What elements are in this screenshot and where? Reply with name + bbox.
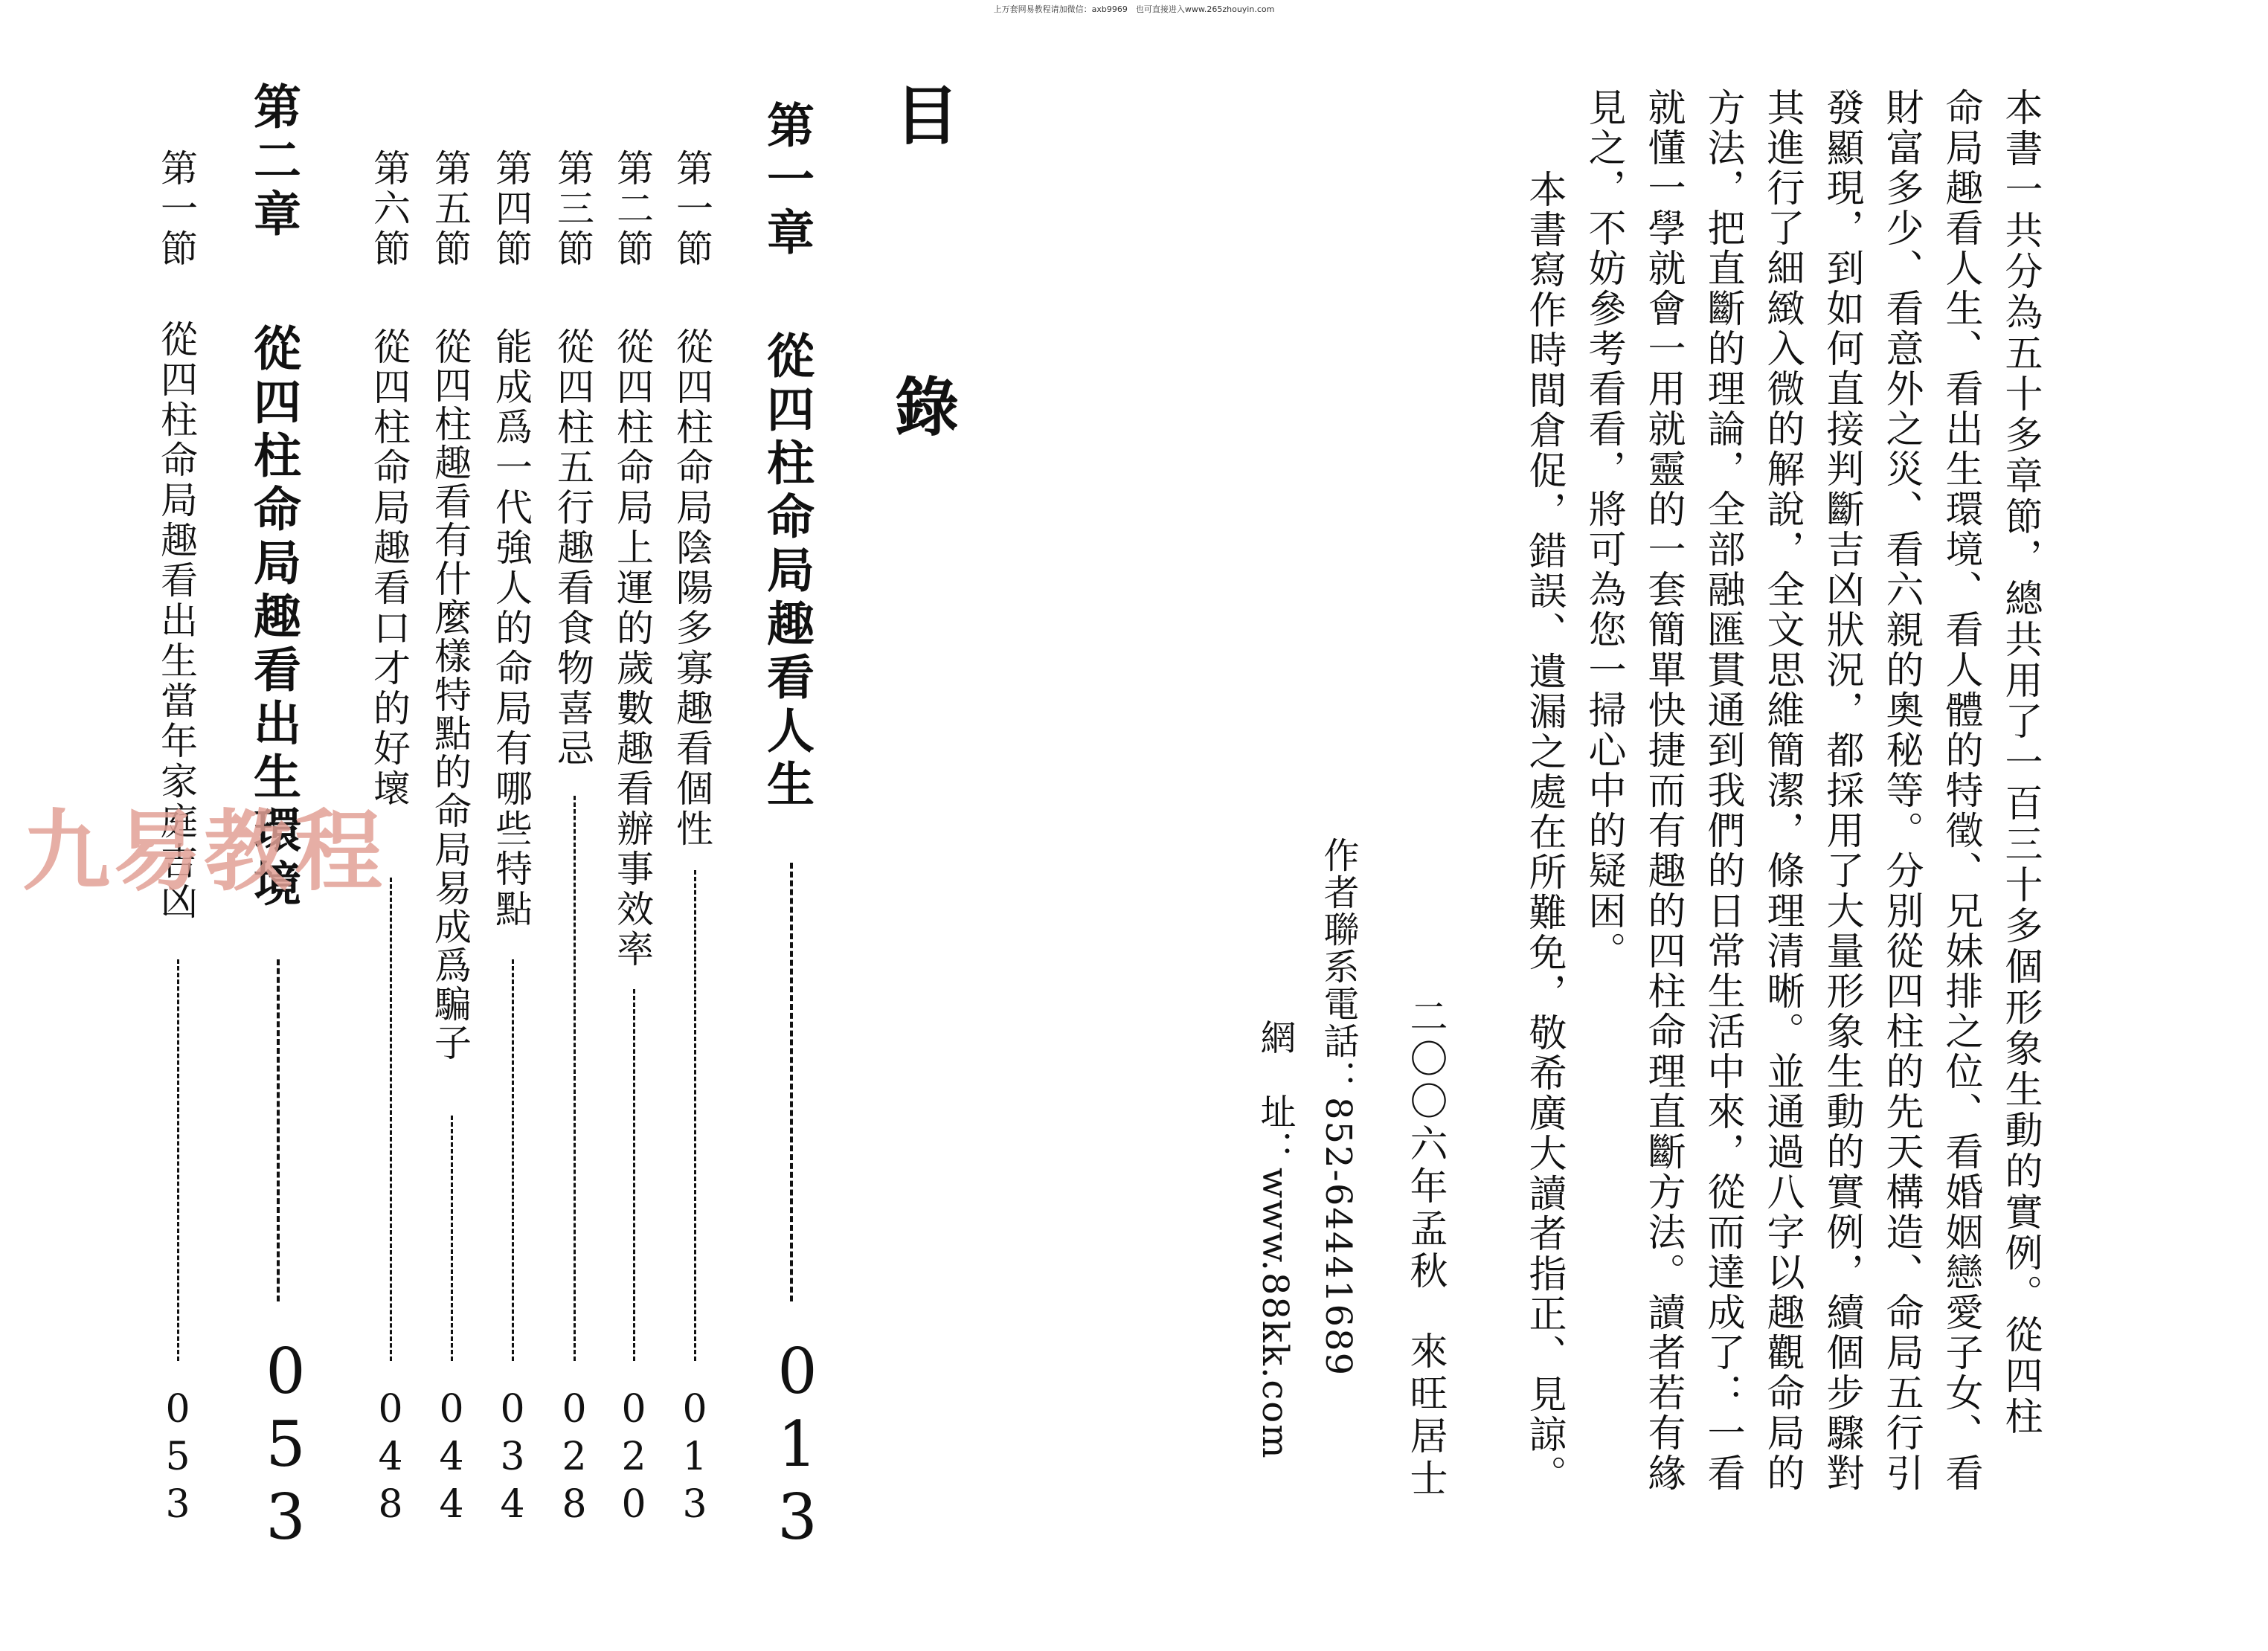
toc-section-1-3-leader — [574, 796, 576, 1361]
toc-section-1-5-leader — [451, 1116, 453, 1361]
toc-chapter-1-page[interactable]: 013 — [761, 1335, 834, 1554]
toc-section-1-2-label: 第二節 — [611, 149, 654, 269]
preface-column-8: 見之，不妨參考看看，將可為您一掃心中的疑困。 — [1581, 88, 1625, 971]
toc-section-2-1-leader — [177, 959, 179, 1361]
toc-section-1-3-title: 從四柱五行趣看食物喜忌 — [551, 327, 594, 769]
toc-section-2-1-title: 從四柱命局趣看出生當年家庭吉凶 — [155, 320, 198, 922]
toc-section-1-5-page[interactable]: 044 — [429, 1387, 474, 1530]
preface-date: 二〇〇六年孟秋 — [1403, 997, 1447, 1293]
preface-column-6: 方法，把直斷的理論，全部融匯貫通到我們的日常生活中來，從而達成了：一看 — [1700, 88, 1744, 1493]
toc-section-2-1-label: 第一節 — [155, 149, 198, 269]
preface-column-9: 本書寫作時間倉促，錯誤、遺漏之處在所難免，敬希廣大讀者指正、見諒。 — [1522, 170, 1566, 1495]
toc-section-1-3-label: 第三節 — [551, 149, 594, 269]
toc-section-1-2-page[interactable]: 020 — [611, 1387, 656, 1530]
jiuyi-watermark: 九易教程 — [22, 800, 386, 903]
author-contact-web: 網 址：www.88kk.com — [1254, 1019, 1296, 1460]
toc-section-1-4-leader — [512, 959, 514, 1361]
toc-section-1-5-label: 第五節 — [428, 149, 472, 269]
toc-section-1-6-title: 從四柱命局趣看口才的好壞 — [367, 327, 411, 809]
preface-author: 來旺居士 — [1403, 1331, 1447, 1501]
toc-section-1-2-leader — [633, 989, 635, 1361]
preface-column-1: 本書一共分為五十多章節，總共用了一百三十多個形象生動的實例。從四柱 — [1998, 88, 2042, 1438]
toc-chapter-1-leader — [790, 863, 793, 1301]
preface-column-4: 發顯現，到如何直接判斷吉凶狀況，都採用了大量形象生動的實例，續個步驟對 — [1819, 88, 1863, 1493]
author-contact-phone: 作者聯系電話：852-64441689 — [1317, 837, 1359, 1377]
toc-section-1-2-title: 從四柱命局上運的歲數趣看辦事效率 — [611, 327, 654, 970]
toc-section-1-1-label: 第一節 — [670, 149, 713, 269]
toc-chapter-2-title: 從四柱命局趣看出生環境 — [245, 324, 301, 913]
toc-section-1-1-title: 從四柱命局陰陽多寡趣看個性 — [670, 327, 713, 849]
toc-section-1-6-leader — [390, 878, 392, 1361]
toc-section-1-4-page[interactable]: 034 — [490, 1387, 535, 1530]
page-header-banner: 上万套网易教程请加微信：axb9969 也可直接进入www.265zhouyin.com — [993, 4, 1275, 14]
toc-section-1-5-title: 從四柱趣看有什麼樣特點的命局易成爲騙子 — [428, 327, 472, 1062]
toc-chapter-2-leader — [277, 959, 280, 1301]
preface-column-3: 財富多少、看意外之災、看六親的奧秘等。分別從四柱的先天構造、命局五行引 — [1879, 88, 1923, 1493]
toc-section-1-3-page[interactable]: 028 — [552, 1387, 597, 1530]
toc-section-2-1-page[interactable]: 053 — [155, 1387, 200, 1530]
toc-title: 目 錄 — [884, 82, 959, 519]
toc-section-1-6-page[interactable]: 048 — [368, 1387, 413, 1530]
toc-section-1-1-page[interactable]: 013 — [672, 1387, 717, 1530]
preface-column-7: 就懂一學就會一用就靈的一套簡單快捷而有趣的四柱命理直斷方法。讀者若有緣 — [1641, 88, 1685, 1493]
toc-section-1-6-label: 第六節 — [367, 149, 411, 269]
preface-column-2: 命局趣看人生、看出生環境、看人體的特徵、兄妹排之位、看婚姻戀愛子女、看 — [1938, 88, 1982, 1493]
toc-chapter-2-page[interactable]: 053 — [249, 1335, 322, 1554]
toc-section-1-4-label: 第四節 — [489, 149, 533, 269]
preface-column-5: 其進行了細緻入微的解說，全文思維簡潔，條理清晰。並通過八字以趣觀命局的 — [1760, 88, 1804, 1493]
toc-chapter-1-title: 從四柱命局趣看人生 — [759, 331, 815, 813]
toc-chapter-2-label: 第二章 — [245, 82, 301, 242]
toc-section-1-1-leader — [694, 870, 696, 1361]
toc-chapter-1-label: 第一章 — [759, 100, 815, 261]
toc-section-1-4-title: 能成爲一代強人的命局有哪些特點 — [489, 327, 533, 930]
